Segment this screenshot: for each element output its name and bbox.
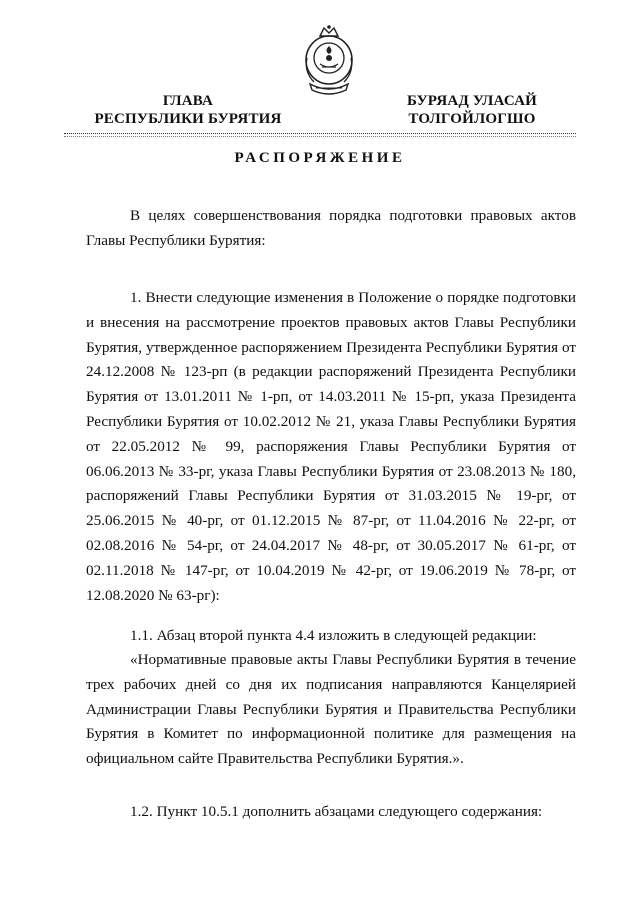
- header-left-block: [78, 92, 298, 128]
- header-divider: [64, 133, 576, 134]
- preamble-paragraph: В целях совершенствования порядка подготовки правовых актов Главы Республики Бурятия:: [86, 207, 576, 249]
- header-right-line1: БУРЯАД УЛАСАЙ: [406, 93, 538, 109]
- header-divider-second: [64, 136, 576, 137]
- document-title: РАСПОРЯЖЕНИЕ: [234, 150, 406, 166]
- item-1-paragraph: 1. Внести следующие изменения в Положение о порядке подготовки и внесения на рассмотрение проектов правовых актов Главы Республики Бурятия, утвержденное распоряжением Президента Республики Бурятия от 24.12.2008 № 123-рп (в редакции распоряжений Президента Республики Бурятия от 13.01.2011 № 1-рп, от 14.03.2011 № 15-рп, указа Президента Республики Бурятия от 10.02.2012 № 21, указа Главы Республики Бурятия от 22.05.2012 № 99, распоряжения Главы Республики Бурятия от 06.06.2013 № 33-рг, указа Главы Республики Бурятия от 23.08.2013 № 180, распоряжений Главы Республики Бурятия от 31.03.2015 № 19-рг, от 25.06.2015 № 40-рг, от 01.12.2015 № 87-рг, от 11.04.2016 № 22-рг, от 02.08.2016 № 54-рг, от 24.04.2017 № 48-рг, от 30.05.2017 № 61-рг, от 02.11.2018 № 147-рг, от 10.04.2019 № 42-рг, от 19.06.2019 № 78-рг, от 12.08.2020 № 63-рг):: [86, 289, 576, 604]
- item-1-1-paragraph: 1.1. Абзац второй пункта 4.4 изложить в следующей редакции:: [130, 627, 537, 644]
- quoted-text-paragraph: «Нормативные правовые акты Главы Республики Бурятия в течение трех рабочих дней со дня их подписания направляются Канцелярией Администрации Главы Республики Бурятия и Правительства Республики Бурятия в Комитет по информационной политике для размещения на официальном сайте Правительства Республики Бурятия.».: [86, 651, 576, 768]
- header-left-line1: ГЛАВА: [162, 93, 214, 109]
- item-1-2-paragraph: 1.2. Пункт 10.5.1 дополнить абзацами следующего содержания:: [130, 803, 543, 820]
- coat-of-arms-of-buryatia-icon: [298, 24, 360, 98]
- header-right-line2: ТОЛГОЙЛОГШО: [408, 111, 536, 127]
- header-left-line2: РЕСПУБЛИКИ БУРЯТИЯ: [94, 111, 282, 127]
- header-right-block: [362, 92, 582, 128]
